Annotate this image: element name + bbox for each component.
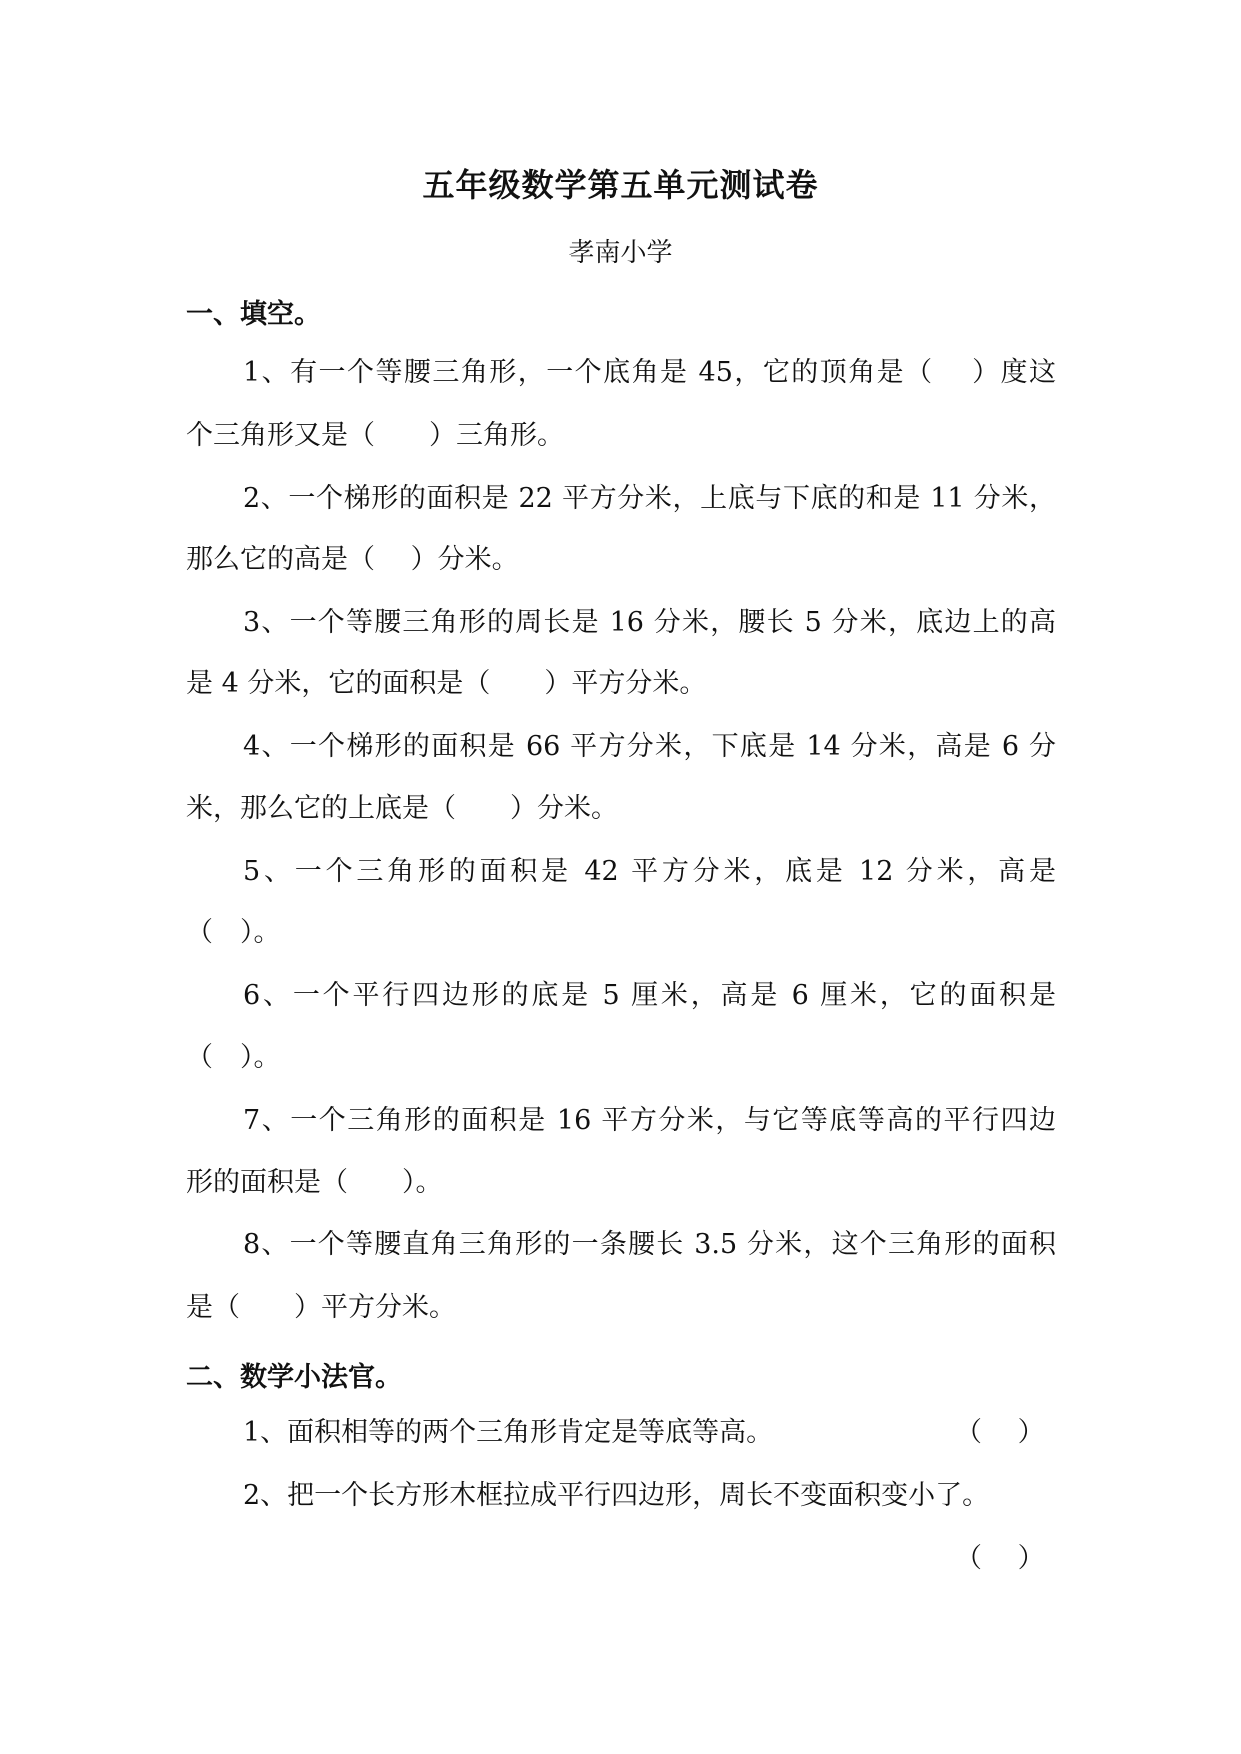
- question-7-line-2: 形的面积是（ ）。: [186, 1167, 443, 1198]
- exam-title: 五年级数学第五单元测试卷: [422, 166, 819, 204]
- judge-item-1-text: 1、面积相等的两个三角形肯定是等底等高。: [243, 1417, 774, 1448]
- judge-item-2-answer-blank[interactable]: （ ）: [955, 1543, 1045, 1574]
- question-8-line-2: 是（ ）平方分米。: [186, 1292, 456, 1323]
- question-8-line-1: 8、一个等腰直角三角形的一条腰长 3.5 分米，这个三角形的面积: [243, 1229, 1056, 1260]
- question-1-line-1: 1、有一个等腰三角形，一个底角是 45，它的顶角是（ ）度这: [243, 357, 1056, 388]
- school-name: 孝南小学: [568, 238, 673, 268]
- judge-item-1-answer-blank[interactable]: （ ）: [955, 1417, 1045, 1448]
- question-6-line-2: （ ）。: [186, 1042, 281, 1073]
- judge-item-2-text: 2、把一个长方形木框拉成平行四边形，周长不变面积变小了。: [243, 1480, 990, 1511]
- question-2-line-1: 2、一个梯形的面积是 22 平方分米，上底与下底的和是 11 分米，: [243, 483, 1056, 514]
- question-3-line-2: 是 4 分米，它的面积是（ ）平方分米。: [186, 668, 707, 699]
- section-heading-judge: 二、数学小法官。: [186, 1362, 402, 1393]
- section-heading-fill-in: 一、填空。: [186, 299, 321, 330]
- question-5-line-1: 5、一个三角形的面积是 42 平方分米，底是 12 分米，高是: [243, 856, 1056, 887]
- question-5-line-2: （ ）。: [186, 917, 281, 948]
- question-1-line-2: 个三角形又是（ ）三角形。: [186, 420, 564, 451]
- question-3-line-1: 3、一个等腰三角形的周长是 16 分米，腰长 5 分米，底边上的高: [243, 607, 1056, 638]
- question-2-line-2: 那么它的高是（ ）分米。: [186, 544, 519, 575]
- question-7-line-1: 7、一个三角形的面积是 16 平方分米，与它等底等高的平行四边: [243, 1105, 1056, 1136]
- question-4-line-1: 4、一个梯形的面积是 66 平方分米，下底是 14 分米，高是 6 分: [243, 731, 1056, 762]
- question-4-line-2: 米，那么它的上底是（ ）分米。: [186, 793, 618, 824]
- question-6-line-1: 6、一个平行四边形的底是 5 厘米，高是 6 厘米，它的面积是: [243, 980, 1056, 1011]
